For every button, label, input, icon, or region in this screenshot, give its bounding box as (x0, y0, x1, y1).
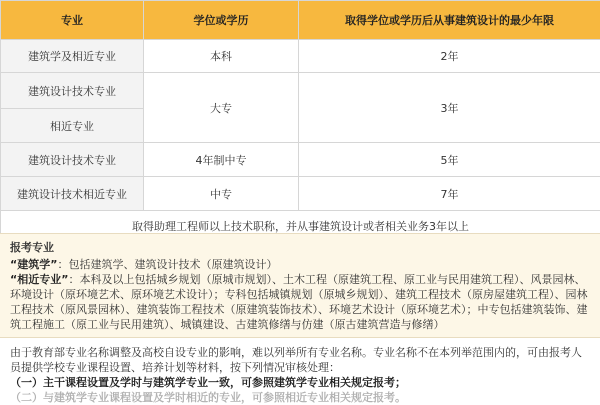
definition-related: ：本科及以上包括城乡规划（原城市规划）、土木工程（原建筑工程、原工业与民用建筑工程）、风景园林、环境设计（原环境艺术、原环境艺术设计）；专科包括城镇规划（原城乡规划）、建筑工程技术（原房屋建筑工程）、园林工程技术（原风景园林）、建筑装饰工程技术（原建筑装饰技术）、环境艺术设计（原环境艺术）；中专包括建筑装饰、建筑工程施工（原工业与民用建筑）、城镇建设、古建筑修缮与仿建（原古建筑营造与修缮） (10, 273, 588, 331)
notes-line-architecture (10, 257, 590, 272)
table-row (1, 143, 600, 177)
table-row (1, 177, 600, 211)
major-notes-panel (0, 233, 600, 338)
rule-item-1: （一）主干课程设置及学时与建筑学专业一致，可参照建筑学专业相关规定报考； (10, 375, 590, 390)
table-row (1, 40, 600, 73)
cell-years: 7年 (299, 177, 600, 211)
cell-degree: 大专 (144, 73, 299, 143)
header-major: 专业 (1, 1, 144, 40)
rule-item-2: （二）与建筑学专业课程设置及学时相近的专业，可参照相近专业相关规定报考。 (10, 390, 590, 405)
header-years: 取得学位或学历后从事建筑设计的最少年限 (299, 1, 600, 40)
cell-degree: 4年制中专 (144, 143, 299, 177)
cell-major: 建筑设计技术相近专业 (1, 177, 144, 211)
table-header-row (1, 1, 600, 40)
term-related: “相近专业” (10, 273, 68, 286)
cell-major: 建筑设计技术专业 (1, 143, 144, 177)
cell-major: 建筑学及相近专业 (1, 40, 144, 73)
definition-architecture: ：包括建筑学、建筑设计技术（原建筑设计） (57, 258, 277, 271)
term-architecture: “建筑学” (10, 258, 57, 271)
cell-years: 3年 (299, 73, 600, 143)
table-note: 取得助理工程师以上技术职称，并从事建筑设计或者相关业务3年以上 (1, 211, 600, 242)
cell-degree: 中专 (144, 177, 299, 211)
notes-line-related (10, 272, 590, 332)
header-degree: 学位或学历 (144, 1, 299, 40)
cell-years: 2年 (299, 40, 600, 73)
cell-years: 5年 (299, 143, 600, 177)
cell-degree: 本科 (144, 40, 299, 73)
review-rules (0, 345, 600, 405)
cell-major: 建筑设计技术专业 (1, 73, 144, 109)
table-row (1, 73, 600, 109)
cell-major: 相近专业 (1, 109, 144, 143)
review-paragraph: 由于教育部专业名称调整及高校自设专业的影响，难以列举所有专业名称。专业名称不在本列举范围内的，可由报考人员提供学校专业课程设置、培养计划等材料，按下列情况审核处理： (10, 345, 590, 375)
notes-heading: 报考专业 (10, 240, 590, 255)
